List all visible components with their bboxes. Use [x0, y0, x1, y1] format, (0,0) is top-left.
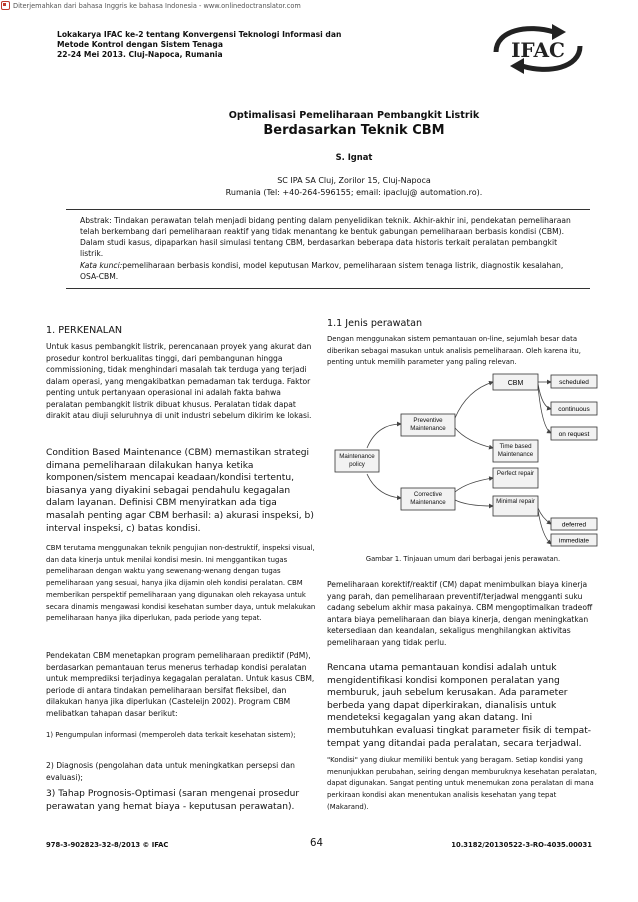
conference-line-1: Lokakarya IFAC ke-2 tentang Konvergensi Teknologi Informasi dan: [57, 30, 342, 39]
node-scheduled: [551, 375, 597, 388]
intro-step-2: 2) Diagnosis (pengolahan data untuk meningkatkan persepsi dan evaluasi);: [46, 761, 295, 782]
maintenance-types-paragraph-3: Rencana utama pemantauan kondisi adalah untuk mengidentifikasi kondisi komponen peralatan yang memburuk, jauh sebelum kerusakan. Ada parameter berbeda yang dapat diperkirakan, dianalisis untuk mendeteksi kegagalan yang akan datang. Ini membutuhkan evaluasi tingkat parameter fisik di tempat-tempat yang ditandai pada peralatan, secara terjadwal.: [327, 663, 592, 749]
translate-icon: [1, 1, 10, 10]
translator-banner[interactable]: [0, 0, 301, 11]
paper-title-sub: Optimalisasi Pemeliharaan Pembangkit Listrik: [228, 110, 480, 121]
node-cbm: [493, 374, 538, 390]
node-deferred: [551, 518, 597, 530]
translator-link[interactable]: Diterjemahkan dari bahasa Inggris ke bahasa Indonesia - www.onlinedoctranslator.com: [13, 1, 301, 10]
node-minimal-repair: Minimal repair: [493, 496, 538, 516]
keywords-label: Kata kunci:: [80, 261, 123, 271]
node-perfect-repair: Perfect repair: [493, 468, 538, 488]
node-maintenance-policy: Maintenance policy: [335, 450, 379, 472]
footer-page-number: 64: [310, 838, 323, 849]
conference-header: [57, 30, 357, 61]
svg-text:scheduled: scheduled: [559, 379, 589, 386]
maintenance-types-paragraph-1: Dengan menggunakan sistem pemantauan on-line, sejumlah besar data diberikan sebagai masukan untuk analisis pemeliharaan. Oleh karena itu, penting untuk memilih parameter yang paling relevan.: [327, 335, 581, 367]
ifac-logo: [488, 22, 588, 74]
logo-text: IFAC: [511, 38, 565, 62]
intro-step-3: 3) Tahap Prognosis-Optimasi (saran mengenai prosedur perawatan yang hemat biaya - keputusan perawatan).: [46, 789, 300, 812]
svg-text:on request: on request: [558, 431, 590, 438]
keywords-text: pemeliharaan berbasis kondisi, model keputusan Markov, pemeliharaan sistem tenaga listrik, diagnostik kesalahan, OSA-CBM.: [80, 261, 564, 282]
node-preventive-maintenance: Preventive Maintenance: [401, 414, 455, 436]
maintenance-types-paragraph-2: Pemeliharaan korektif/reaktif (CM) dapat menimbulkan biaya kinerja yang parah, dan pemeliharaan preventif/terjadwal mengganti suku cadang sebelum akhir masa pakainya. CBM mengoptimalkan tradeoff antara biaya pemeliharaan dan biaya kinerja, dengan meningkatkan ketersediaan dan keandalan, sekaligus menghilangkan aktivitas pemeliharaan yang tidak perlu.: [327, 580, 593, 647]
svg-text:immediate: immediate: [559, 537, 589, 545]
svg-text:continuous: continuous: [558, 406, 590, 413]
intro-step-1: 1) Pengumpulan informasi (memperoleh data terkait kesehatan sistem);: [46, 731, 296, 739]
affiliation-line-1: SC IPA SA Cluj, Zorilor 15, Cluj-Napoca: [277, 176, 431, 185]
section-heading-introduction: 1. PERKENALAN: [46, 325, 123, 336]
node-corrective-maintenance: Corrective Maintenance: [401, 488, 455, 510]
node-immediate: [551, 534, 597, 546]
paper-title-block: [0, 110, 638, 197]
paper-title-main: Berdasarkan Teknik CBM: [263, 123, 445, 138]
node-time-based-maintenance: Time based Maintenance: [493, 440, 538, 462]
abstract-box: [66, 209, 590, 289]
node-continuous: [551, 402, 597, 415]
intro-paragraph-1: Untuk kasus pembangkit listrik, perencanaan proyek yang akurat dan prosedur kontrol berkualitas tinggi, dari pembangunan hingga commissioning, tidak menghindari masalah tak terduga yang terjadi dalam operasi, yang mengakibatkan pemadaman tak terduga. Faktor penting untuk pertanyaan operasional ini adalah fakta bahwa peralatan pembangkit listrik dibuat khusus. Peralatan tidak dapat dirakit atau diuji seluruhnya di unit industri sebelum dikirim ke lokasi.: [46, 342, 312, 420]
conference-line-2: Metode Kontrol dengan Sistem Tenaga: [57, 40, 223, 50]
node-on-request: [551, 427, 597, 440]
section-heading-maintenance-types: 1.1 Jenis perawatan: [327, 318, 423, 329]
keywords-paragraph: [80, 260, 578, 282]
maintenance-types-paragraph-4: "Kondisi" yang diukur memiliki bentuk yang beragam. Setiap kondisi yang menunjukkan perubahan, seiring dengan memburuknya kesehatan peralatan, dapat digunakan. Sangat penting untuk menemukan zona peralatan di mana perkiraan kondisi akan menentukan analisis kesehatan yang tepat (Makarand).: [327, 756, 597, 811]
figure-1-caption: Gambar 1. Tinjauan umum dari berbagai jenis perawatan.: [365, 555, 561, 563]
intro-paragraph-4: Pendekatan CBM menetapkan program pemeliharaan prediktif (PdM), berdasarkan pemantauan terus menerus terhadap kondisi peralatan untuk memprediksi terjadinya kegagalan peralatan. Untuk kasus CBM, periode di antara tindakan pemeliharaan bersifat fleksibel, dan dilakukan hanya jika diperlukan (Casteleijn 2002). Program CBM melibatkan tahapan dasar berikut:: [46, 651, 315, 718]
footer-isbn: 978-3-902823-32-8/2013 © IFAC: [46, 841, 169, 849]
abstract-text: Abstrak: Tindakan perawatan telah menjadi bidang penting dalam penyelidikan teknik. Akhir-akhir ini, pendekatan pemeliharaan telah berkembang dari pemeliharaan reaktif yang tidak menantang ke bentuk gabungan pemeliharaan berbasis kondisi (CBM). Dalam studi kasus, dipaparkan hasil simulasi tentang CBM, berdasarkan beberapa data historis terkait peralatan pembangkit listrik.: [80, 216, 571, 259]
maintenance-types-diagram: [327, 372, 599, 547]
footer-doi: 10.3182/20130522-3-RO-4035.00031: [451, 841, 592, 849]
affiliation-line-2: Rumania (Tel: +40-264-596155; email: ipacluj@ automation.ro).: [225, 188, 483, 197]
author-name: S. Ignat: [335, 152, 373, 162]
svg-text:deferred: deferred: [561, 521, 587, 529]
intro-paragraph-3: CBM terutama menggunakan teknik pengujian non-destruktif, inspeksi visual, dan data kinerja untuk menilai kondisi mesin. Ini menggantikan tugas pemeliharaan dengan waktu yang sewenang-wenang dengan tugas pemeliharaan yang sesuai, hanya jika dijamin oleh kondisi peralatan. CBM memberikan perspektif pemeliharaan yang digunakan oleh rekayasa untuk secara dinamis mengawasi kondisi kesehatan sumber daya, untuk melakukan pemeliharaan hanya jika diperlukan, pada periode yang tepat.: [46, 544, 316, 623]
conference-line-3: 22-24 Mei 2013. Cluj-Napoca, Rumania: [57, 50, 223, 60]
svg-text:CBM: CBM: [507, 380, 524, 387]
intro-paragraph-2: Condition Based Maintenance (CBM) memastikan strategi dimana pemeliharaan dilakukan hanya ketika komponen/sistem mencapai keadaan/kondisi tertentu, biasanya yang diyakini sebagai pendahulu kegagalan dalam layanan. Definisi CBM menyiratkan ada tiga masalah penting agar CBM berhasil: a) akurasi inspeksi, b) interval inspeksi, c) batas kondisi.: [46, 448, 314, 534]
